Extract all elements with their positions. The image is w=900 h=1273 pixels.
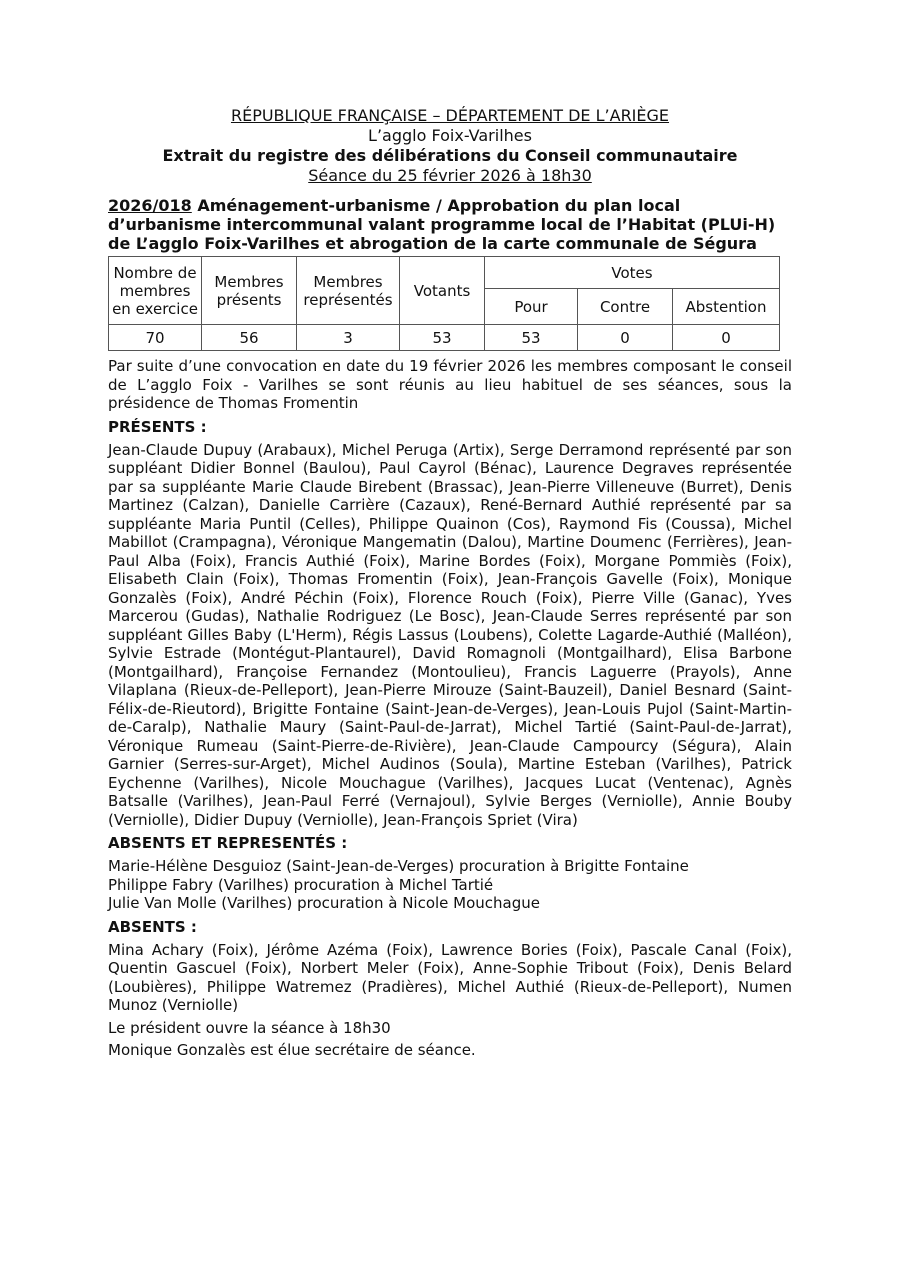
session-opening: Le président ouvre la séance à 18h30 — [108, 1018, 391, 1037]
value-for: 53 — [485, 325, 578, 351]
value-against: 0 — [578, 325, 673, 351]
deliberation-subject: Aménagement-urbanisme / Approbation du plan local d’urbanisme intercommunal valant programme local de l’Habitat (PLUi-H) de L’agglo Foix-Varilhes et abrogation de la carte communale de Ségura — [108, 196, 776, 253]
deliberation-title — [108, 196, 792, 253]
present-list: Jean-Claude Dupuy (Arabaux), Michel Peruga (Artix), Serge Derramond représenté par son suppléant Didier Bonnel (Baulou), Paul Cayrol (Bénac), Laurence Degraves représentée par sa suppléante Marie Claude Birebent (Brassac), Jean-Pierre Villeneuve (Burret), Denis Martinez (Calzan), Danielle Carrière (Cazaux), René-Bernard Authié représenté par sa suppléante Maria Puntil (Celles), Philippe Quainon (Cos), Raymond Fis (Coussa), Michel Mabillot (Crampagna), Véronique Mangematin (Dalou), Martine Doumenc (Ferrières), Jean-Paul Alba (Foix), Francis Authié (Foix), Marine Bordes (Foix), Morgane Pommiès (Foix), Elisabeth Clain (Foix), Thomas Fromentin (Foix), Jean-François Gavelle (Foix), Monique Gonzalès (Foix), André Péchin (Foix), Florence Rouch (Foix), Pierre Ville (Ganac), Yves Marcerou (Gudas), Nathalie Rodriguez (Le Bosc), Jean-Claude Serres représenté par son suppléant Gilles Baby (L'Herm), Régis Lassus (Loubens), Colette Lagarde-Authié (Malléon), Sylvie Estrade (Montégut-Plantaurel), David Romagnoli (Montgailhard), Elisa Barbone (Montgailhard), Françoise Fernandez (Montoulieu), Francis Laguerre (Prayols), Anne Vilaplana (Rieux-de-Pelleport), Jean-Pierre Mirouze (Saint-Bauzeil), Daniel Besnard (Saint-Félix-de-Rieutord), Brigitte Fontaine (Saint-Jean-de-Verges), Jean-Louis Pujol (Saint-Martin-de-Caralp), Nathalie Maury (Saint-Paul-de-Jarrat), Michel Tartié (Saint-Paul-de-Jarrat), Véronique Rumeau (Saint-Pierre-de-Rivière), Jean-Claude Campourcy (Ségura), Alain Garnier (Serres-sur-Arget), Michel Audinos (Soula), Martine Esteban (Varilhes), Patrick Eychenne (Varilhes), Nicole Mouchague (Varilhes), Jacques Lucat (Ventenac), Agnès Batsalle (Varilhes), Jean-Paul Ferré (Vernajoul), Sylvie Berges (Verniolle), Annie Bouby (Verniolle), Didier Dupuy (Verniolle), Jean-François Spriet (Vira) — [108, 440, 792, 829]
value-abstention: 0 — [673, 325, 780, 351]
value-voters: 53 — [400, 325, 485, 351]
intro-paragraph: Par suite d’une convocation en date du 19 février 2026 les membres composant le conseil de L’agglo Foix - Varilhes se sont réunis au lieu habituel de ses séances, sous la présidence de Thomas Fromentin — [108, 357, 792, 412]
represented-heading: ABSENTS ET REPRESENTÉS : — [108, 834, 348, 852]
secretary-election: Monique Gonzalès est élue secrétaire de séance. — [108, 1041, 476, 1059]
header-for: Pour — [485, 289, 578, 325]
header-voters: Votants — [400, 257, 485, 325]
represented-list — [108, 857, 792, 913]
represented-item: Marie-Hélène Desguioz (Saint-Jean-de-Verges) procuration à Brigitte Fontaine — [108, 857, 689, 875]
header-register: Extrait du registre des délibérations du Conseil communautaire — [162, 146, 738, 165]
header-members-in-office: Nombre de membres en exercice — [109, 257, 202, 325]
value-present: 56 — [202, 325, 297, 351]
document-page — [108, 106, 792, 1060]
represented-item: Philippe Fabry (Varilhes) procuration à Michel Tartié — [108, 875, 494, 894]
header-session: Séance du 25 février 2026 à 18h30 — [308, 166, 592, 185]
absent-list: Mina Achary (Foix), Jérôme Azéma (Foix), Lawrence Bories (Foix), Pascale Canal (Foix), Quentin Gascuel (Foix), Norbert Meler (Foix), Anne-Sophie Tribout (Foix), Denis Belard (Loubières), Philippe Watremez (Pradières), Michel Authié (Rieux-de-Pelleport), Numen Munoz (Verniolle) — [108, 940, 792, 1014]
header-republic: RÉPUBLIQUE FRANÇAISE – DÉPARTEMENT DE L’ARIÈGE — [230, 106, 670, 125]
represented-item: Julie Van Molle (Varilhes) procuration à Nicole Mouchague — [108, 894, 541, 912]
header-represented: Membres représentés — [297, 257, 400, 325]
value-represented: 3 — [297, 325, 400, 351]
header-present: Membres présents — [202, 257, 297, 325]
absent-heading: ABSENTS : — [108, 917, 197, 936]
present-heading: PRÉSENTS : — [108, 417, 207, 436]
header-agglo: L’agglo Foix-Varilhes — [368, 126, 532, 145]
deliberation-number: 2026/018 — [108, 196, 192, 215]
value-members-in-office: 70 — [109, 325, 202, 351]
header-against: Contre — [578, 289, 673, 325]
votes-table — [108, 256, 780, 351]
header-abstention: Abstention — [673, 289, 780, 325]
header-votes: Votes — [485, 257, 780, 289]
